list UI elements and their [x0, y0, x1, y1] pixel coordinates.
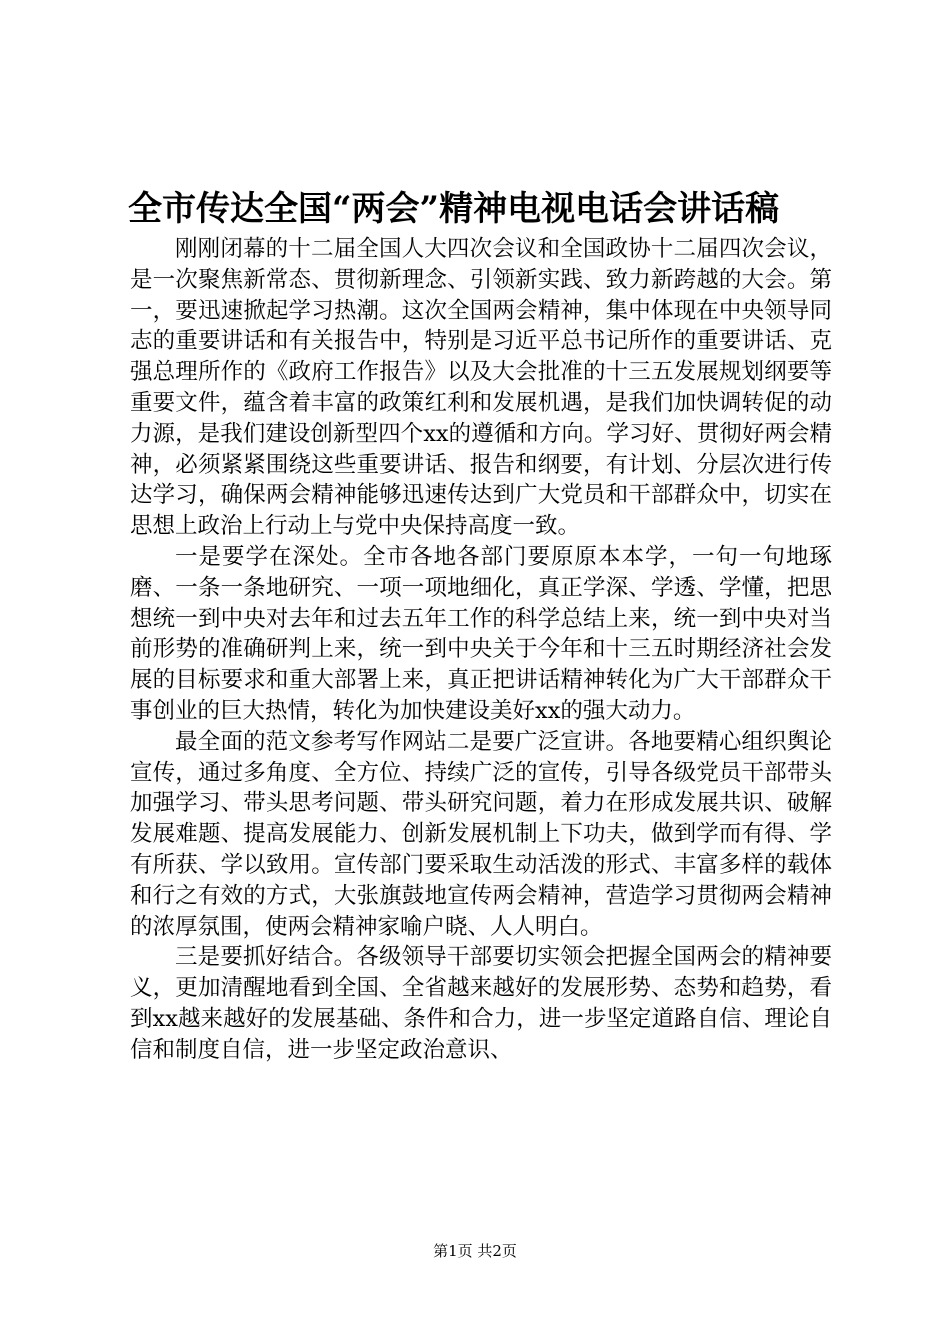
- paragraph-3: 最全面的范文参考写作网站二是要广泛宣讲。各地要精心组织舆论宣传，通过多角度、全方位、持续广泛的宣传，引导各级党员干部带头加强学习、带头思考问题、带头研究问题，着力在形成发展共识、破解发展难题、提高发展能力、创新发展机制上下功夫，做到学而有得、学有所获、学以致用。宣传部门要采取生动活泼的形式、丰富多样的载体和行之有效的方式，大张旗鼓地宣传两会精神，营造学习贯彻两会精神的浓厚氛围，使两会精神家喻户晓、人人明白。: [130, 728, 832, 940]
- paragraph-4: 三是要抓好结合。各级领导干部要切实领会把握全国两会的精神要义，更加清醒地看到全国、全省越来越好的发展形势、态势和趋势，看到xx越来越好的发展基础、条件和合力，进一步坚定道路自信、理论自信和制度自信，进一步坚定政治意识、: [130, 944, 832, 1063]
- document-body: [130, 234, 832, 1066]
- document-title: 全市传达全国“两会”精神电视电话会讲话稿: [128, 189, 780, 229]
- page-number-footer: 第1页 共2页: [433, 1242, 517, 1260]
- paragraph-1: 刚刚闭幕的十二届全国人大四次会议和全国政协十二届四次会议，是一次聚焦新常态、贯彻新理念、引领新实践、致力新跨越的大会。第一，要迅速掀起学习热潮。这次全国两会精神，集中体现在中央领导同志的重要讲话和有关报告中，特别是习近平总书记所作的重要讲话、克强总理所作的《政府工作报告》以及大会批准的十三五发展规划纲要等重要文件，蕴含着丰富的政策红利和发展机遇，是我们加快调转促的动力源，是我们建设创新型四个xx的遵循和方向。学习好、贯彻好两会精神，必须紧紧围绕这些重要讲话、报告和纲要，有计划、分层次进行传达学习，确保两会精神能够迅速传达到广大党员和干部群众中，切实在思想上政治上行动上与党中央保持高度一致。: [130, 236, 832, 540]
- paragraph-2: 一是要学在深处。全市各地各部门要原原本本学，一句一句地琢磨、一条一条地研究、一项一项地细化，真正学深、学透、学懂，把思想统一到中央对去年和过去五年工作的科学总结上来，统一到中央对当前形势的准确研判上来，统一到中央关于今年和十三五时期经济社会发展的目标要求和重大部署上来，真正把讲话精神转化为广大干部群众干事创业的巨大热情，转化为加快建设美好xx的强大动力。: [130, 543, 832, 724]
